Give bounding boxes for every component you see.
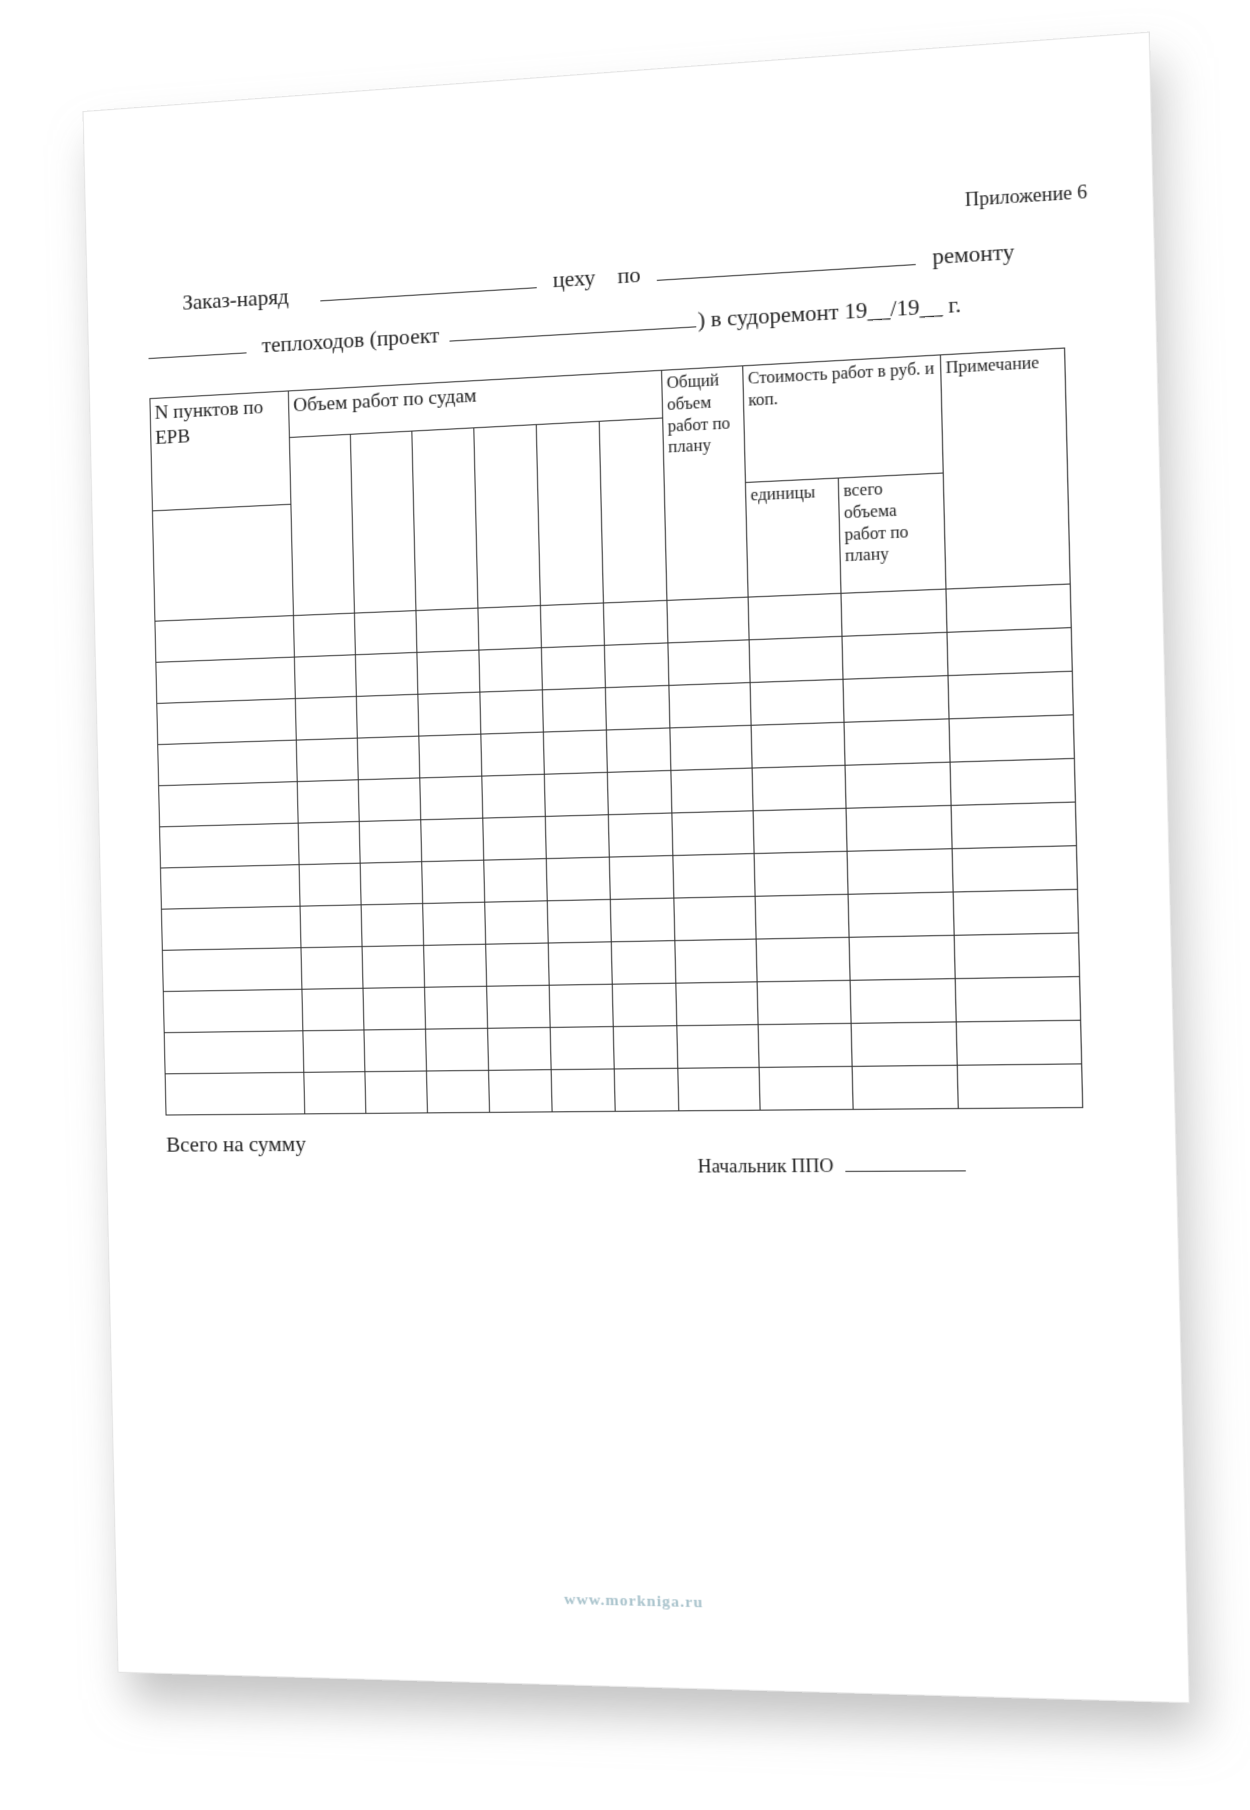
table-cell[interactable] (677, 1025, 759, 1069)
by-label: по (617, 262, 641, 289)
table-cell[interactable] (484, 859, 548, 903)
table-cell[interactable] (482, 774, 545, 818)
header-cost: Стоимость работ в руб. и коп. (743, 355, 944, 483)
table-cell[interactable] (160, 865, 300, 910)
work-volume-table (149, 347, 1083, 1115)
table-cell[interactable] (949, 715, 1074, 762)
table-cell[interactable] (956, 1020, 1081, 1065)
table-cell[interactable] (298, 821, 360, 864)
table-cell[interactable] (671, 768, 753, 813)
table-cell[interactable] (360, 862, 423, 905)
ships-count-blank[interactable] (148, 334, 246, 359)
header-items-cont (152, 504, 293, 621)
table-cell[interactable] (850, 979, 956, 1024)
table-cell[interactable] (362, 945, 425, 988)
table-cell[interactable] (156, 657, 295, 703)
ship-col-2 (350, 431, 416, 613)
table-cell[interactable] (675, 939, 757, 983)
table-cell[interactable] (604, 643, 669, 688)
table-cell[interactable] (164, 1031, 304, 1074)
table-cell[interactable] (546, 857, 610, 901)
table-cell[interactable] (363, 987, 426, 1030)
header-items: N пунктов по ЕРВ (150, 391, 291, 511)
table-cell[interactable] (296, 738, 358, 781)
table-cell[interactable] (294, 655, 356, 699)
table-cell[interactable] (749, 636, 843, 682)
table-cell[interactable] (424, 944, 487, 987)
table-cell[interactable] (948, 671, 1073, 719)
table-cell[interactable] (365, 1071, 428, 1113)
table-cell[interactable] (416, 608, 479, 652)
table-cell[interactable] (946, 584, 1071, 632)
ship-col-1 (289, 434, 354, 615)
table-cell[interactable] (426, 1028, 489, 1071)
table-cell[interactable] (603, 600, 668, 645)
table-cell[interactable] (951, 802, 1076, 849)
table-cell[interactable] (609, 856, 674, 900)
table-cell[interactable] (755, 894, 849, 939)
table-cell[interactable] (419, 734, 482, 778)
table-cell[interactable] (608, 813, 673, 857)
table-cell[interactable] (479, 648, 542, 692)
repair-label: ремонту (931, 238, 1015, 270)
chief-signature-blank[interactable] (845, 1151, 966, 1172)
table-cell[interactable] (418, 692, 481, 736)
table-cell[interactable] (550, 1027, 614, 1070)
table-cell[interactable] (676, 982, 758, 1026)
table-cell[interactable] (486, 943, 550, 986)
table-cell[interactable] (947, 628, 1072, 676)
table-cell[interactable] (303, 1030, 365, 1072)
table-cell[interactable] (293, 613, 355, 657)
table-cell[interactable] (304, 1072, 366, 1114)
table-cell[interactable] (354, 611, 416, 655)
table-cell[interactable] (614, 1068, 679, 1111)
repair-type-blank[interactable] (656, 245, 915, 281)
table-cell[interactable] (849, 935, 955, 980)
table-cell[interactable] (611, 941, 676, 985)
table-cell[interactable] (355, 652, 417, 696)
table-cell[interactable] (488, 1027, 552, 1070)
table-cell[interactable] (157, 699, 296, 745)
table-cell[interactable] (489, 1070, 553, 1113)
table-cell[interactable] (358, 778, 420, 822)
order-label: Заказ-наряд (182, 284, 289, 315)
table-cell[interactable] (668, 640, 750, 686)
total-sum-label: Всего на сумму (165, 1131, 307, 1157)
ship-col-5 (536, 421, 603, 605)
table-cell[interactable] (485, 901, 549, 944)
appendix-label: Приложение 6 (964, 181, 1088, 211)
table-cell[interactable] (846, 805, 952, 851)
table-cell[interactable] (841, 589, 947, 636)
ship-col-4 (474, 425, 541, 608)
table-cell[interactable] (750, 679, 844, 725)
table-cell[interactable] (160, 823, 300, 868)
table-cell[interactable] (425, 986, 488, 1029)
table-cell[interactable] (952, 846, 1077, 892)
table-cell[interactable] (361, 904, 424, 947)
table-cell[interactable] (759, 1066, 853, 1110)
table-cell[interactable] (480, 690, 543, 734)
table-cell[interactable] (161, 906, 301, 950)
table-cell[interactable] (852, 1065, 958, 1109)
table-cell[interactable] (548, 942, 612, 985)
table-cell[interactable] (607, 770, 672, 814)
table-cell[interactable] (606, 728, 671, 772)
table-cell[interactable] (155, 616, 294, 663)
table-cell[interactable] (612, 983, 677, 1026)
table-cell[interactable] (957, 1064, 1082, 1109)
table-cell[interactable] (541, 645, 605, 690)
table-cell[interactable] (758, 1023, 852, 1067)
table-cell[interactable] (543, 730, 607, 774)
table-cell[interactable] (845, 762, 951, 808)
table-cell[interactable] (678, 1067, 760, 1110)
table-cell[interactable] (158, 740, 297, 786)
table-cell[interactable] (423, 902, 486, 945)
order-number-blank[interactable] (320, 269, 537, 302)
table-cell[interactable] (754, 851, 848, 896)
table-cell[interactable] (613, 1026, 678, 1069)
header-cost-total: всего объема работ по плану (838, 473, 946, 593)
table-cell[interactable] (667, 597, 749, 643)
table-cell[interactable] (540, 603, 604, 648)
table-cell[interactable] (544, 772, 608, 816)
table-cell[interactable] (159, 782, 299, 827)
table-cell[interactable] (356, 694, 418, 738)
table-cell[interactable] (481, 732, 544, 776)
table-cell[interactable] (844, 719, 950, 765)
table-cell[interactable] (674, 896, 756, 940)
table-cell[interactable] (851, 1022, 957, 1066)
table-cell[interactable] (426, 1070, 489, 1113)
table-cell[interactable] (487, 985, 551, 1028)
table-cell[interactable] (756, 937, 850, 982)
table-cell[interactable] (669, 683, 751, 728)
table-cell[interactable] (842, 632, 948, 679)
table-cell[interactable] (752, 765, 846, 811)
table-cell[interactable] (417, 650, 480, 694)
table-cell[interactable] (848, 892, 954, 937)
table-cell[interactable] (162, 948, 302, 992)
table-cell[interactable] (605, 685, 670, 730)
ship-col-6 (599, 418, 667, 603)
chief-signature-line (697, 1151, 976, 1177)
table-cell[interactable] (542, 688, 606, 732)
table-row (165, 1064, 1083, 1115)
table-cell[interactable] (299, 863, 361, 906)
table-cell[interactable] (757, 980, 851, 1024)
table-cell[interactable] (420, 776, 483, 820)
chief-label: Начальник ППО (697, 1155, 834, 1177)
shop-label: цеху (552, 265, 596, 293)
table-cell[interactable] (359, 820, 421, 863)
table-cell[interactable] (950, 758, 1075, 805)
table-cell[interactable] (357, 736, 419, 780)
ships-label: теплоходов (проект (261, 322, 440, 358)
table-cell[interactable] (545, 815, 609, 859)
table-cell[interactable] (421, 818, 484, 862)
header-volume-by-ships: Объем работ по судам (288, 370, 662, 437)
table-cell[interactable] (843, 676, 949, 723)
table-cell[interactable] (751, 722, 845, 768)
table-cell[interactable] (954, 933, 1079, 979)
table-cell[interactable] (300, 905, 362, 948)
table-cell[interactable] (610, 898, 675, 942)
header-total-volume: Общий объем работ по плану (662, 366, 749, 601)
table-cell[interactable] (295, 696, 357, 740)
table-cell[interactable] (955, 977, 1080, 1022)
table-cell[interactable] (165, 1072, 305, 1115)
table-cell[interactable] (673, 854, 755, 899)
table-body (155, 584, 1083, 1115)
repair-period: ) в судоремонт 19__/19__ г. (697, 291, 962, 333)
table-cell[interactable] (483, 816, 547, 860)
project-blank[interactable] (449, 308, 696, 342)
table-cell[interactable] (478, 606, 541, 651)
table-cell[interactable] (753, 808, 847, 853)
table-cell[interactable] (847, 849, 953, 895)
table-cell[interactable] (302, 988, 364, 1031)
table-cell[interactable] (748, 593, 842, 640)
table-cell[interactable] (297, 780, 359, 823)
table-cell[interactable] (549, 984, 613, 1027)
document-page (83, 32, 1190, 1704)
table-cell[interactable] (670, 725, 752, 770)
ship-col-3 (412, 428, 478, 611)
table-cell[interactable] (551, 1069, 615, 1112)
table-cell[interactable] (364, 1029, 427, 1072)
table-cell[interactable] (547, 899, 611, 943)
watermark: www.morkniga.ru (563, 1591, 704, 1612)
table-cell[interactable] (672, 811, 754, 856)
table-cell[interactable] (301, 947, 363, 990)
table-cell[interactable] (422, 860, 485, 903)
header-cost-unit: единицы (745, 478, 841, 597)
table-cell[interactable] (953, 889, 1078, 935)
header-note: Примечание (940, 348, 1070, 589)
table-cell[interactable] (163, 989, 303, 1032)
